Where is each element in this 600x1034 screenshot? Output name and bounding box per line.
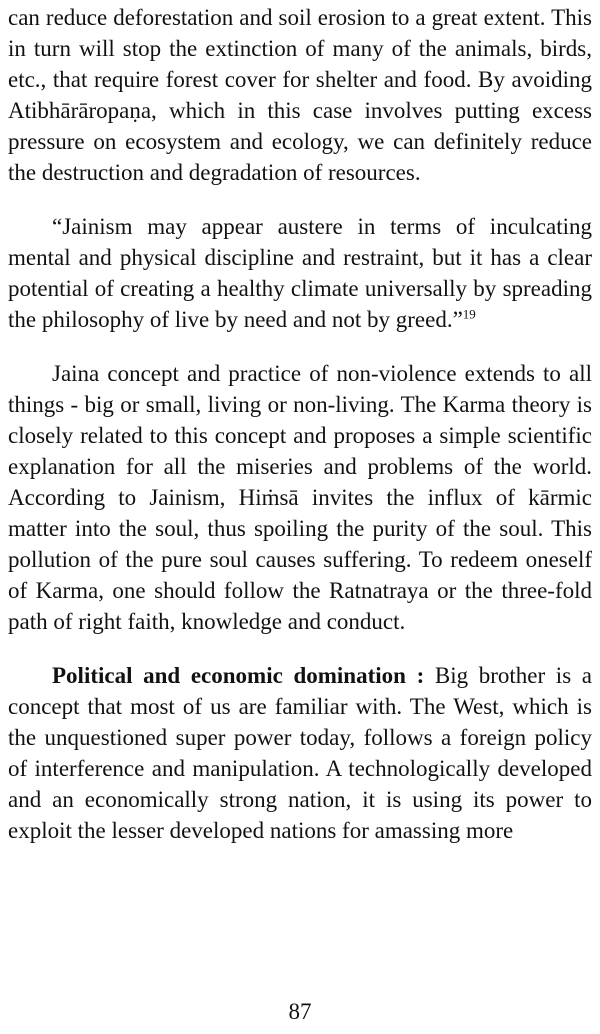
paragraph-non-violence	[8, 358, 592, 637]
footnote-marker[interactable]: 19	[462, 306, 476, 322]
quote-text: “Jainism may appear austere in terms of inculcating mental and physical discipline and restraint, but it has a clear potential of creating a healthy climate universally by spreading the philosophy of live by need and not by greed.”	[8, 214, 592, 332]
section-lead-heading: Political and economic domination :	[52, 663, 425, 688]
paragraph-jainism-quote	[8, 211, 592, 335]
paragraph-deforestation	[8, 2, 592, 188]
paragraph-text: Big brother is a concept that most of us are familiar with. The West, which is the unquestioned super power today, follows a foreign policy of interference and manipulation. A technologically developed and an economically strong nation, it is using its power to exploit the lesser developed nations for amassing more	[8, 663, 592, 843]
page-number: 87	[288, 999, 312, 1024]
paragraph-text: can reduce deforestation and soil erosion to a great extent. This in turn will stop the extinction of many of the animals, birds, etc., that require forest cover for shelter and food. By avoiding Atibhārāropaṇa, which in this case involves putting excess pressure on ecosystem and ecology, we can definitely reduce the destruction and degradation of resources.	[8, 5, 592, 185]
paragraph-political-domination	[8, 660, 592, 846]
paragraph-text: Jaina concept and practice of non-violence extends to all things - big or small, living or non-living. The Karma theory is closely related to this concept and proposes a simple scientific explanation for all the miseries and problems of the world. According to Jainism, Hiṁsā invites the influx of kārmic matter into the soul, thus spoiling the purity of the soul. This pollution of the pure soul causes suffering. To redeem oneself of Karma, one should follow the Ratnatraya or the three-fold path of right faith, knowledge and conduct.	[8, 361, 592, 634]
